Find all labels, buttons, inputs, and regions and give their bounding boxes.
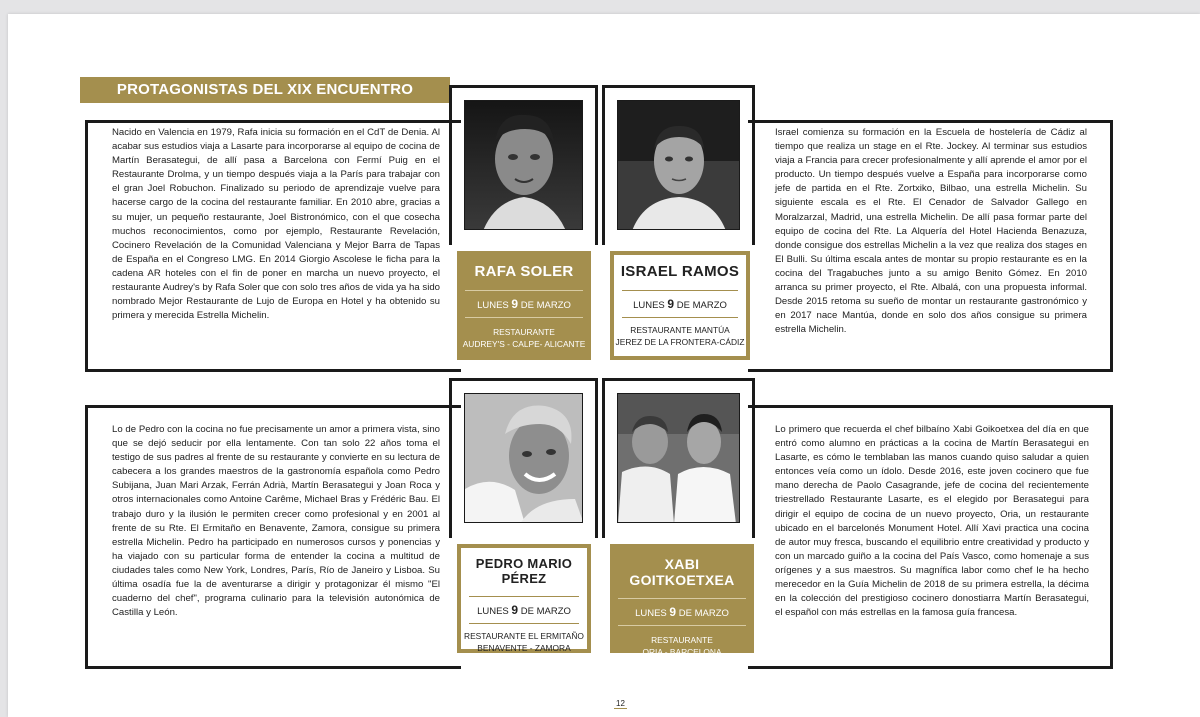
date-number: 9 [511, 297, 519, 311]
event-date [614, 297, 746, 311]
card-divider [469, 623, 579, 624]
chef-photo-pedro-mario-perez [464, 393, 583, 523]
chef-bio-xabi-goitkoetxea: Lo primero que recuerda el chef bilbaíno Xabi Goikoetxea del día en que entró como alumno en prácticas a la cocina de Martín Berasategui en Lasarte, es cómo le temblaban las manos cuando quiso saludar a quien entonces veía como un ídolo. Desde 2016, este joven cocinero que fue mano derecha de Paolo Casagrande, jefe de cocina del recientemente triestrellado Restaurante Lasarte, es el elegido por Berasategui para dirigir el equipo de cocina de un nuevo proyecto, Oria, un restaurante ubicado en el barcelonés Monument Hotel. Allí Xavi practica una cocina de autor muy fresca, buscando el equilibrio entre creatividad y producto y con un marcado guiño a la cocina del País Vasco, como homenaje a sus orígenes y a sus maestros. Su magnífica labor como chef le ha hecho merecedor en la Guía Michelin de 2018 de su primera estrella, la décima en la colección del prestigioso cocinero donostiarra Martín Berasategui, el español con más estrellas en la famosa guía francesa. [775, 424, 1089, 619]
chef-name: RAFA SOLER [474, 263, 574, 280]
restaurant-info [610, 634, 754, 658]
chef-photo-xabi-goitkoetxea [617, 393, 740, 523]
restaurant-name: RESTAURANTE MANTÚA [630, 325, 730, 335]
event-date [610, 605, 754, 619]
chef-photo-rafa-soler [464, 100, 583, 230]
chef-card-xabi-goitkoetxea [610, 544, 754, 657]
card-divider [469, 596, 579, 597]
date-number: 9 [669, 605, 677, 619]
card-divider [465, 317, 583, 318]
restaurant-location: ORIA - BARCELONA [642, 647, 722, 657]
restaurant-info [614, 324, 746, 348]
chef-card-israel-ramos [610, 251, 750, 360]
event-date [461, 603, 587, 617]
date-suffix: DE MARZO [520, 606, 571, 617]
restaurant-name: RESTAURANTE [651, 635, 713, 645]
card-divider [465, 290, 583, 291]
date-suffix: DE MARZO [676, 300, 727, 311]
chef-photo-israel-ramos [617, 100, 740, 230]
date-suffix: DE MARZO [678, 608, 729, 619]
card-divider [618, 598, 746, 599]
chef-card-rafa-soler [457, 251, 591, 360]
restaurant-location: JEREZ DE LA FRONTERA-CÁDIZ [615, 337, 745, 347]
card-divider [622, 317, 738, 318]
date-number: 9 [511, 603, 519, 617]
chef-name: ISRAEL RAMOS [620, 263, 740, 280]
restaurant-name: RESTAURANTE EL ERMITAÑO [464, 631, 584, 641]
magazine-page [8, 14, 1200, 717]
chef-name: XABI GOITKOETXEA [629, 556, 735, 588]
date-prefix: LUNES [477, 300, 509, 311]
chef-card-pedro-mario-perez [457, 544, 591, 653]
date-prefix: LUNES [477, 606, 509, 617]
card-divider [622, 290, 738, 291]
restaurant-location: BENAVENTE - ZAMORA [477, 643, 571, 653]
chef-bio-pedro-mario-perez: Lo de Pedro con la cocina no fue precisamente un amor a primera vista, sino que se dejó seducir por ella lentamente. Con tan solo 22 años toma el testigo de sus padres al frente de su restaurante y convierte en su lectura de cabecera a los grandes maestros de la gastronomía española como Pedro Subijana, Juan Mari Arzak, Ferrán Adrià, Martín Berasategui y Joan Roca y otros internacionales como Antoine Carême, Michael Bras y Frédéric Bau. El trabajo duro y la ilusión le permiten crecer como profesional y en 2001 al frente de su Rte. El Ermitaño en Benavente, Zamora, consigue su primera estrella Michelin. Pedro ha participado en numerosos cursos y ponencias y ha viajado con su particular forma de entender la cocina a multitud de ciudades tales como New York, Londres, París, Río de Janeiro y Lisboa. Su última osadía fue la de aventurarse a dirigir y protagonizar él mismo "El cuaderno del chef", programa culinario para la televisión autonómica de Castilla y León. [112, 424, 440, 619]
date-number: 9 [667, 297, 675, 311]
restaurant-location: AUDREY'S - CALPE- ALICANTE [462, 339, 586, 349]
chef-name: PEDRO MARIO PÉREZ [475, 556, 573, 586]
event-date [457, 297, 591, 311]
chef-bio-rafa-soler: Nacido en Valencia en 1979, Rafa inicia su formación en el CdT de Denia. Al acabar sus estudios viaja a Lasarte para incorporarse al equipo de cocina de Martín Berasategui, de allí pasa a Barcelona con Fermí Puig en el Restaurante Drolma, y un tiempo después viaja a la París para trabajar con el gran Joel Robuchon. Finalizado su periodo de aprendizaje vuelve para hacerse cargo de la cocina del restaurante familiar. En 2010 abre, gracias a su mujer, un pequeño restaurante, Joel Bistronómico, con el que cosecha muchos reconocimientos, como por ejemplo, Restaurante Revelación, Cocinero Revelación de la Comunidad Valenciana y Mejor Barra de Tapas de España en el Congreso LMG. En 2014 Giorgio Ascolese le ficha para la cadena AR hoteles con el fin de poner en marcha un nuevo proyecto, el restaurante Audrey's by Rafa Soler que con solo tres años de vida ya ha sido nombrado Mejor Restaurante de Lujo de Europa en Hotel y ha obtenido su primera y merecida Estrella Michelin. [112, 127, 440, 322]
chef-bio-israel-ramos: Israel comienza su formación en la Escuela de hostelería de Cádiz al tiempo que realiza un stage en el Rte. Jockey. Al terminar sus estudios viaja a Francia para crecer profesionalmente y allí aprende el amor por el producto. Un tiempo después vuelve a España para incorporarse como jefe de partida en el Rte. Zortxiko, Bilbao, una estrella Michelin. Su siguiente escala es el Rte. El Cenador de Salvador Gallego en Moralzarzal, Madrid, una estrella Michelin. De allí pasa formar parte del equipo de cocina del Rte. La Alquería del Hotel Hacienda Benazuza, donde consigue dos estrellas Michelin a la vez que realiza dos stages en El Bulli. Su última escala antes de montar su propio restaurante es en la cocina del Tragabuches junto a su amigo Benito Gómez. En 2010 arranca su primer proyecto, el Rte. Albalá, con una propuesta informal. Desde 2015 retoma su sueño de montar un restaurante gastronómico y en 2017 nace Mantúa, donde en solo dos años consigue su primera estrella Michelin. [775, 127, 1087, 336]
page-number: 12 [616, 699, 625, 708]
date-prefix: LUNES [635, 608, 667, 619]
page-title: PROTAGONISTAS DEL XIX ENCUENTRO ALFONSO MIRA [80, 77, 450, 103]
date-prefix: LUNES [633, 300, 665, 311]
restaurant-name: RESTAURANTE [493, 327, 555, 337]
restaurant-info [461, 630, 587, 654]
date-suffix: DE MARZO [520, 300, 571, 311]
card-divider [618, 625, 746, 626]
restaurant-info [457, 326, 591, 350]
